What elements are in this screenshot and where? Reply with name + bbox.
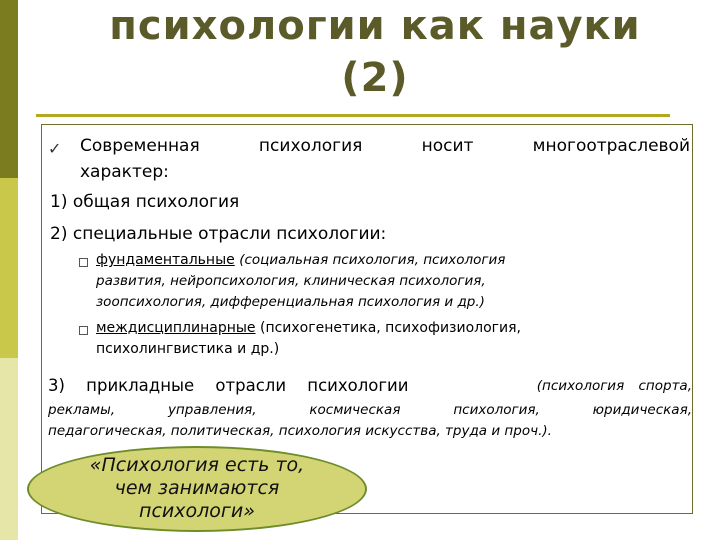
checkmark-bullet-icon: ✓	[48, 139, 62, 158]
title-line-1: психологии как науки	[109, 3, 641, 49]
quote-line: «Психология есть то,	[89, 454, 305, 476]
square-bullet-icon	[79, 258, 88, 267]
left-stripe-middle	[0, 178, 18, 358]
applied-line-1	[48, 374, 692, 398]
title-line-2: (2)	[341, 55, 409, 101]
applied-line-3: педагогическая, политическая, психология искусства, труда и проч.).	[48, 423, 552, 439]
applied-line-2: рекламы, управления, космическая психология, юридическая,	[48, 402, 692, 418]
left-stripe-top	[0, 0, 18, 178]
applied-detail: (психология спорта,	[536, 378, 692, 394]
quote-text	[27, 454, 367, 523]
sub-item-detail: (психогенетика, психофизиология,	[259, 320, 521, 336]
sub-item-detail: (социальная психология, психология	[239, 252, 506, 268]
left-stripe-bottom	[0, 358, 18, 540]
applied-label: 3) прикладные отрасли психологии	[48, 376, 409, 395]
sub-item-detail: психолингвистика и др.)	[96, 341, 280, 357]
quote-line: чем занимаются	[114, 477, 280, 499]
sub-item-detail: развития, нейропсихология, клиническая психология,	[96, 273, 486, 289]
intro-line-1: Современная психология носит многоотраслевой	[80, 136, 690, 156]
slide-title	[30, 0, 720, 104]
sub-item-detail: зоопсихология, дифференциальная психология и др.)	[96, 294, 485, 310]
list-item-special: 2) специальные отрасли психологии:	[50, 224, 387, 244]
list-item-general: 1) общая психология	[50, 192, 240, 212]
quote-line: психологи»	[139, 500, 255, 522]
title-underline	[36, 114, 670, 117]
intro-line-2: характер:	[80, 162, 169, 182]
sub-item-interdisciplinary	[96, 318, 656, 360]
sub-item-fundamental	[96, 250, 656, 313]
sub-item-term: фундаментальные	[96, 252, 235, 268]
sub-item-term: междисциплинарные	[96, 320, 256, 336]
square-bullet-icon	[79, 326, 88, 335]
